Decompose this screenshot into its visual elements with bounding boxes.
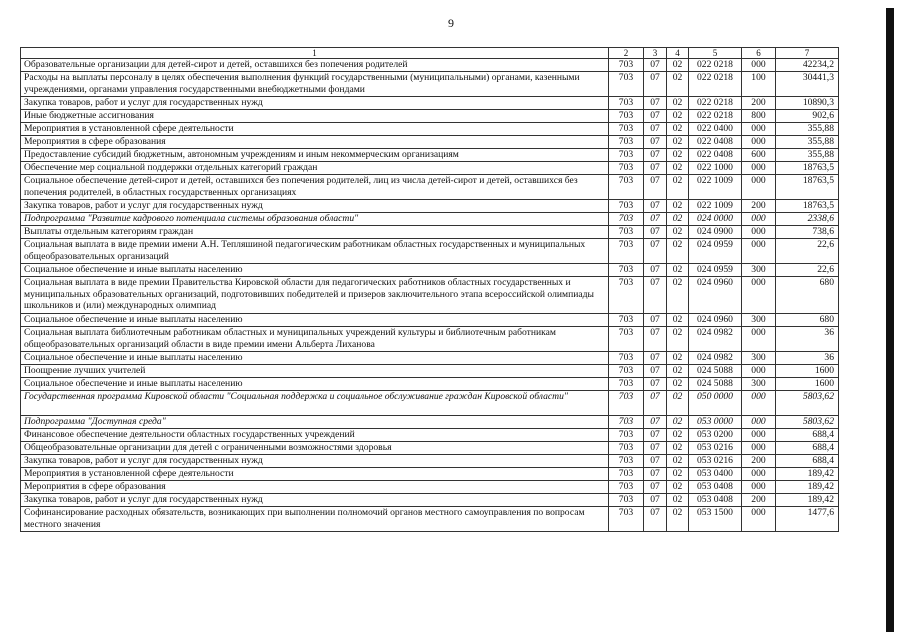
- column-header: 3: [644, 48, 667, 59]
- table-row: [21, 314, 839, 327]
- code-cell: 024 0900: [689, 226, 742, 239]
- code-cell: 02: [667, 97, 689, 110]
- code-cell: 02: [667, 442, 689, 455]
- code-cell: 07: [644, 149, 667, 162]
- table-row: [21, 97, 839, 110]
- row-name-cell: Обеспечение мер социальной поддержки отдельных категорий граждан: [21, 162, 609, 175]
- table-row: [21, 59, 839, 72]
- code-cell: 02: [667, 378, 689, 391]
- code-cell: 07: [644, 429, 667, 442]
- code-cell: 000: [742, 175, 776, 200]
- code-cell: 703: [609, 110, 644, 123]
- code-cell: 022 1009: [689, 175, 742, 200]
- amount-cell: 18763,5: [776, 200, 839, 213]
- row-name-cell: Мероприятия в сфере образования: [21, 481, 609, 494]
- table-row: [21, 468, 839, 481]
- column-header: 6: [742, 48, 776, 59]
- row-name-cell: Государственная программа Кировской области "Социальная поддержка и социальное обслуживание граждан Кировской области": [21, 391, 609, 416]
- code-cell: 02: [667, 391, 689, 416]
- code-cell: 07: [644, 468, 667, 481]
- code-cell: 02: [667, 175, 689, 200]
- amount-cell: 1600: [776, 365, 839, 378]
- table-row: [21, 416, 839, 429]
- code-cell: 000: [742, 327, 776, 352]
- budget-table: [20, 47, 839, 532]
- code-cell: 02: [667, 59, 689, 72]
- amount-cell: 688,4: [776, 455, 839, 468]
- code-cell: 703: [609, 136, 644, 149]
- amount-cell: 189,42: [776, 481, 839, 494]
- amount-cell: 42234,2: [776, 59, 839, 72]
- code-cell: 07: [644, 97, 667, 110]
- code-cell: 703: [609, 123, 644, 136]
- table-row: [21, 149, 839, 162]
- code-cell: 07: [644, 327, 667, 352]
- code-cell: 07: [644, 226, 667, 239]
- code-cell: 022 0400: [689, 123, 742, 136]
- row-name-cell: Социальная выплата в виде премии Правительства Кировской области для педагогических работников областных государственных и муниципальных образовательных организаций, подготовивших победителей и призеров заключительного этапа всероссийской олимпиады школьников и (или) международных олимпиад: [21, 277, 609, 314]
- row-name-cell: Социальное обеспечение и иные выплаты населению: [21, 378, 609, 391]
- table-row: [21, 481, 839, 494]
- amount-cell: 355,88: [776, 136, 839, 149]
- code-cell: 000: [742, 213, 776, 226]
- code-cell: 703: [609, 314, 644, 327]
- amount-cell: 18763,5: [776, 175, 839, 200]
- code-cell: 600: [742, 149, 776, 162]
- code-cell: 07: [644, 365, 667, 378]
- code-cell: 000: [742, 226, 776, 239]
- code-cell: 000: [742, 239, 776, 264]
- code-cell: 200: [742, 494, 776, 507]
- code-cell: 000: [742, 365, 776, 378]
- code-cell: 703: [609, 391, 644, 416]
- code-cell: 200: [742, 200, 776, 213]
- code-cell: 200: [742, 97, 776, 110]
- code-cell: 02: [667, 327, 689, 352]
- table-header-row: [21, 48, 839, 59]
- code-cell: 02: [667, 136, 689, 149]
- amount-cell: 189,42: [776, 468, 839, 481]
- row-name-cell: Социальная выплата в виде премии имени А.Н. Тепляшиной педагогическим работникам областных государственных и муниципальных общеобразовательных организаций: [21, 239, 609, 264]
- row-name-cell: Образовательные организации для детей-сирот и детей, оставшихся без попечения родителей: [21, 59, 609, 72]
- code-cell: 07: [644, 391, 667, 416]
- code-cell: 02: [667, 264, 689, 277]
- amount-cell: 738,6: [776, 226, 839, 239]
- code-cell: 02: [667, 429, 689, 442]
- column-header: 5: [689, 48, 742, 59]
- code-cell: 07: [644, 110, 667, 123]
- table-row: [21, 162, 839, 175]
- table-row: [21, 239, 839, 264]
- code-cell: 02: [667, 72, 689, 97]
- code-cell: 02: [667, 123, 689, 136]
- code-cell: 024 0982: [689, 327, 742, 352]
- code-cell: 07: [644, 175, 667, 200]
- code-cell: 02: [667, 200, 689, 213]
- code-cell: 300: [742, 264, 776, 277]
- code-cell: 07: [644, 72, 667, 97]
- table-row: [21, 226, 839, 239]
- amount-cell: 30441,3: [776, 72, 839, 97]
- code-cell: 300: [742, 352, 776, 365]
- code-cell: 02: [667, 277, 689, 314]
- code-cell: 07: [644, 213, 667, 226]
- column-header: 4: [667, 48, 689, 59]
- code-cell: 022 0218: [689, 110, 742, 123]
- code-cell: 07: [644, 200, 667, 213]
- code-cell: 703: [609, 59, 644, 72]
- code-cell: 07: [644, 352, 667, 365]
- table-row: [21, 277, 839, 314]
- amount-cell: 680: [776, 314, 839, 327]
- code-cell: 053 1500: [689, 507, 742, 532]
- column-header: 7: [776, 48, 839, 59]
- row-name-cell: Закупка товаров, работ и услуг для государственных нужд: [21, 200, 609, 213]
- row-name-cell: Социальное обеспечение и иные выплаты населению: [21, 314, 609, 327]
- code-cell: 703: [609, 365, 644, 378]
- table-row: [21, 391, 839, 416]
- code-cell: 02: [667, 507, 689, 532]
- row-name-cell: Расходы на выплаты персоналу в целях обеспечения выполнения функций государственными (муниципальными) органами, казенными учреждениями, органами управления государственными внебюджетными фондами: [21, 72, 609, 97]
- code-cell: 024 0959: [689, 264, 742, 277]
- code-cell: 07: [644, 481, 667, 494]
- code-cell: 07: [644, 494, 667, 507]
- code-cell: 000: [742, 391, 776, 416]
- code-cell: 703: [609, 352, 644, 365]
- code-cell: 703: [609, 72, 644, 97]
- code-cell: 703: [609, 327, 644, 352]
- table-row: [21, 200, 839, 213]
- amount-cell: 355,88: [776, 149, 839, 162]
- row-name-cell: Мероприятия в установленной сфере деятельности: [21, 468, 609, 481]
- column-header: 2: [609, 48, 644, 59]
- table-row: [21, 110, 839, 123]
- scan-edge-bar: [886, 8, 894, 632]
- code-cell: 02: [667, 494, 689, 507]
- code-cell: 000: [742, 277, 776, 314]
- code-cell: 02: [667, 239, 689, 264]
- amount-cell: 36: [776, 327, 839, 352]
- code-cell: 07: [644, 378, 667, 391]
- amount-cell: 5803,62: [776, 391, 839, 416]
- row-name-cell: Мероприятия в сфере образования: [21, 136, 609, 149]
- code-cell: 07: [644, 507, 667, 532]
- code-cell: 02: [667, 365, 689, 378]
- code-cell: 100: [742, 72, 776, 97]
- code-cell: 703: [609, 264, 644, 277]
- code-cell: 02: [667, 314, 689, 327]
- code-cell: 703: [609, 162, 644, 175]
- code-cell: 02: [667, 468, 689, 481]
- code-cell: 02: [667, 110, 689, 123]
- amount-cell: 1477,6: [776, 507, 839, 532]
- code-cell: 02: [667, 213, 689, 226]
- code-cell: 000: [742, 442, 776, 455]
- code-cell: 000: [742, 136, 776, 149]
- table-row: [21, 507, 839, 532]
- code-cell: 703: [609, 507, 644, 532]
- code-cell: 07: [644, 442, 667, 455]
- amount-cell: 189,42: [776, 494, 839, 507]
- code-cell: 703: [609, 97, 644, 110]
- row-name-cell: Социальное обеспечение детей-сирот и детей, оставшихся без попечения родителей, лиц из числа детей-сирот и детей, оставшихся без попечения родителей, в областных государственных организациях: [21, 175, 609, 200]
- code-cell: 07: [644, 123, 667, 136]
- row-name-cell: Закупка товаров, работ и услуг для государственных нужд: [21, 494, 609, 507]
- code-cell: 02: [667, 481, 689, 494]
- row-name-cell: Социальное обеспечение и иные выплаты населению: [21, 264, 609, 277]
- code-cell: 000: [742, 59, 776, 72]
- column-header: 1: [21, 48, 609, 59]
- amount-cell: 688,4: [776, 442, 839, 455]
- row-name-cell: Предоставление субсидий бюджетным, автономным учреждениям и иным некоммерческим организациям: [21, 149, 609, 162]
- table-row: [21, 365, 839, 378]
- table-row: [21, 455, 839, 468]
- table-row: [21, 378, 839, 391]
- code-cell: 02: [667, 416, 689, 429]
- code-cell: 02: [667, 149, 689, 162]
- code-cell: 053 0200: [689, 429, 742, 442]
- code-cell: 024 0960: [689, 314, 742, 327]
- code-cell: 07: [644, 455, 667, 468]
- code-cell: 703: [609, 149, 644, 162]
- code-cell: 07: [644, 264, 667, 277]
- code-cell: 000: [742, 468, 776, 481]
- code-cell: 02: [667, 226, 689, 239]
- code-cell: 02: [667, 162, 689, 175]
- amount-cell: 902,6: [776, 110, 839, 123]
- code-cell: 024 0960: [689, 277, 742, 314]
- table-row: [21, 264, 839, 277]
- code-cell: 07: [644, 277, 667, 314]
- table-row: [21, 429, 839, 442]
- code-cell: 07: [644, 162, 667, 175]
- amount-cell: 2338,6: [776, 213, 839, 226]
- code-cell: 053 0216: [689, 442, 742, 455]
- row-name-cell: Поощрение лучших учителей: [21, 365, 609, 378]
- amount-cell: 355,88: [776, 123, 839, 136]
- code-cell: 703: [609, 226, 644, 239]
- code-cell: 022 1009: [689, 200, 742, 213]
- amount-cell: 22,6: [776, 264, 839, 277]
- code-cell: 02: [667, 352, 689, 365]
- row-name-cell: Общеобразовательные организации для детей с ограниченными возможностями здоровья: [21, 442, 609, 455]
- amount-cell: 36: [776, 352, 839, 365]
- code-cell: 022 0218: [689, 59, 742, 72]
- code-cell: 022 0218: [689, 72, 742, 97]
- table-row: [21, 213, 839, 226]
- amount-cell: 10890,3: [776, 97, 839, 110]
- table-row: [21, 442, 839, 455]
- row-name-cell: Выплаты отдельным категориям граждан: [21, 226, 609, 239]
- code-cell: 703: [609, 494, 644, 507]
- row-name-cell: Финансовое обеспечение деятельности областных государственных учреждений: [21, 429, 609, 442]
- code-cell: 053 0000: [689, 416, 742, 429]
- code-cell: 703: [609, 468, 644, 481]
- code-cell: 053 0408: [689, 481, 742, 494]
- code-cell: 024 5088: [689, 365, 742, 378]
- code-cell: 053 0216: [689, 455, 742, 468]
- code-cell: 703: [609, 213, 644, 226]
- code-cell: 050 0000: [689, 391, 742, 416]
- code-cell: 022 0408: [689, 149, 742, 162]
- code-cell: 022 0408: [689, 136, 742, 149]
- amount-cell: 22,6: [776, 239, 839, 264]
- amount-cell: 18763,5: [776, 162, 839, 175]
- table-row: [21, 123, 839, 136]
- code-cell: 07: [644, 314, 667, 327]
- code-cell: 300: [742, 378, 776, 391]
- code-cell: 024 0982: [689, 352, 742, 365]
- code-cell: 07: [644, 59, 667, 72]
- row-name-cell: Подпрограмма "Доступная среда": [21, 416, 609, 429]
- code-cell: 07: [644, 416, 667, 429]
- code-cell: 07: [644, 136, 667, 149]
- code-cell: 000: [742, 429, 776, 442]
- code-cell: 800: [742, 110, 776, 123]
- amount-cell: 5803,62: [776, 416, 839, 429]
- row-name-cell: Социальная выплата библиотечным работникам областных и муниципальных учреждений культуры и библиотечным работникам общеобразовательных организаций области в виде премии имени Альберта Лиханова: [21, 327, 609, 352]
- code-cell: 000: [742, 162, 776, 175]
- code-cell: 703: [609, 239, 644, 264]
- table-row: [21, 175, 839, 200]
- code-cell: 02: [667, 455, 689, 468]
- table-row: [21, 494, 839, 507]
- code-cell: 703: [609, 455, 644, 468]
- row-name-cell: Социальное обеспечение и иные выплаты населению: [21, 352, 609, 365]
- code-cell: 200: [742, 455, 776, 468]
- row-name-cell: Подпрограмма "Развитие кадрового потенциала системы образования области": [21, 213, 609, 226]
- code-cell: 022 1000: [689, 162, 742, 175]
- row-name-cell: Софинансирование расходных обязательств, возникающих при выполнении полномочий органов местного самоуправления по вопросам местного значения: [21, 507, 609, 532]
- code-cell: 07: [644, 239, 667, 264]
- page-number: 9: [448, 16, 454, 30]
- row-name-cell: Иные бюджетные ассигнования: [21, 110, 609, 123]
- code-cell: 000: [742, 507, 776, 532]
- code-cell: 300: [742, 314, 776, 327]
- row-name-cell: Закупка товаров, работ и услуг для государственных нужд: [21, 97, 609, 110]
- row-name-cell: Мероприятия в установленной сфере деятельности: [21, 123, 609, 136]
- code-cell: 000: [742, 481, 776, 494]
- amount-cell: 680: [776, 277, 839, 314]
- code-cell: 000: [742, 416, 776, 429]
- code-cell: 024 5088: [689, 378, 742, 391]
- code-cell: 703: [609, 481, 644, 494]
- code-cell: 024 0959: [689, 239, 742, 264]
- code-cell: 703: [609, 378, 644, 391]
- amount-cell: 1600: [776, 378, 839, 391]
- code-cell: 053 0408: [689, 494, 742, 507]
- code-cell: 022 0218: [689, 97, 742, 110]
- table-row: [21, 72, 839, 97]
- code-cell: 703: [609, 429, 644, 442]
- code-cell: 703: [609, 416, 644, 429]
- code-cell: 053 0400: [689, 468, 742, 481]
- code-cell: 703: [609, 277, 644, 314]
- code-cell: 703: [609, 200, 644, 213]
- table-row: [21, 352, 839, 365]
- amount-cell: 688,4: [776, 429, 839, 442]
- code-cell: 000: [742, 123, 776, 136]
- table-row: [21, 327, 839, 352]
- code-cell: 024 0000: [689, 213, 742, 226]
- code-cell: 703: [609, 175, 644, 200]
- row-name-cell: Закупка товаров, работ и услуг для государственных нужд: [21, 455, 609, 468]
- table-row: [21, 136, 839, 149]
- code-cell: 703: [609, 442, 644, 455]
